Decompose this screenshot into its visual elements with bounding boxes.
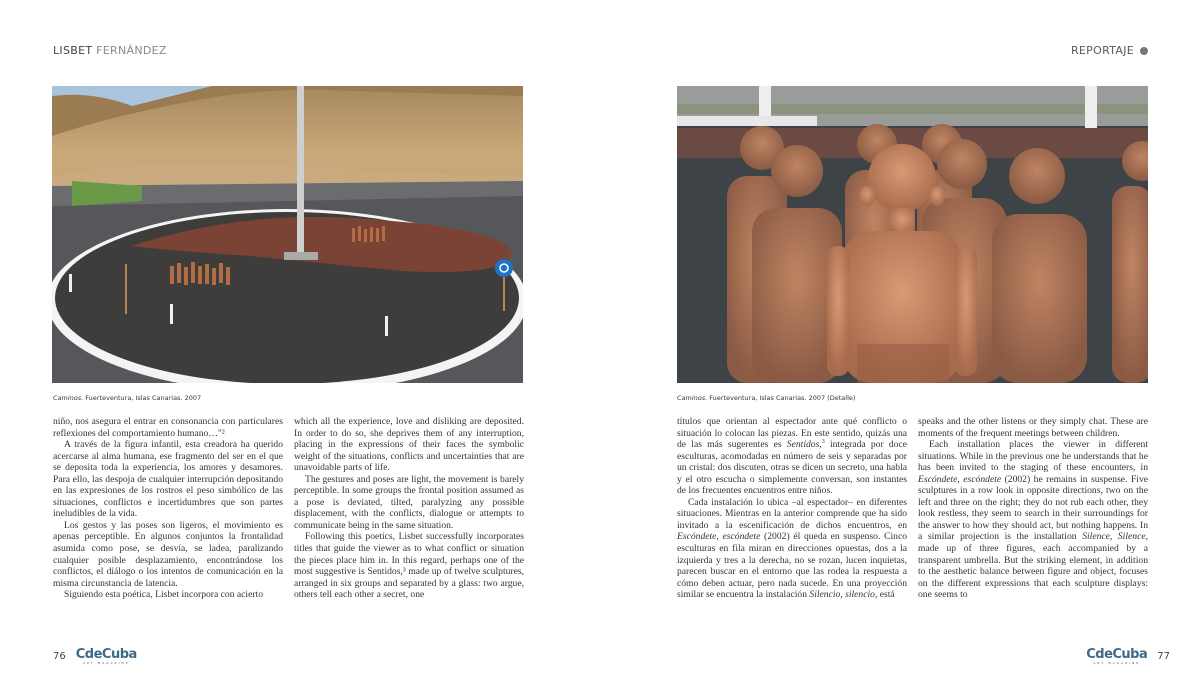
- magazine-logo: [1086, 648, 1147, 665]
- artwork-title-sentidos: Sentidos,: [786, 439, 822, 451]
- paragraph: A través de la figura infantil, esta creadora ha querido acercarse al alma humana, ese fragmento del ser en el que se deposita toda la experiencia, los amores y desamores. Para ello, las despoja de cualquier interrupción depositando en las expresiones de los rostros el peso simbólico de las situaciones, conflictos e incertidumbres que son partes ineludibles de la vida.: [53, 439, 283, 520]
- author-last-name: FERNÁNDEZ: [96, 44, 167, 57]
- spanish-text-column: [677, 416, 907, 601]
- page-footer: [53, 648, 137, 665]
- paragraph: Each installation places the viewer in different situations. While in the previous one he understands that he has been invited to the staging of these encounters, in Escóndete, escóndete (2002) he remains in suspense. Five sculptures in a row look in opposite directions, two on the left and three on the right; they do not rub each other, they look restless, they seem to search in their surroundings for the answer to how they should act, but nothing happens. In a similar projection is the installation Silence, Silence, made up of three figures, each accompanied by a transparent umbrella. But the striking element, in addition to the aesthetic balance between figure and object, focuses on the different expressions that each sculpture displays: one seems to: [918, 439, 1148, 601]
- spanish-text-column: [53, 416, 283, 601]
- paragraph: títulos que orientan al espectador ante qué conflicto o situación lo colocan las piezas. En este sentido, quizás una de las más sugerentes es Sentidos,$^3$ integrada por doce esculturas, acomodadas en número de seis y separadas por un cristal: dos discuten, otras se dicen un secreto, una habla y el otro escucha o simplemente conversan, son instantes de los frecuentes encuentros entre niños.: [677, 416, 907, 497]
- paragraph: speaks and the other listens or they simply chat. These are moments of the frequent meetings between children.: [918, 416, 1148, 439]
- logo-tagline: ART MAGAZINE: [1093, 661, 1141, 665]
- caption-location-year: Fuerteventura, Islas Canarias. 2007 (Detalle): [707, 394, 856, 402]
- paragraph: which all the experience, love and disliking are deposited. In order to do so, she deprives them of any interruption, placing in the expressions of their faces the symbolic weight of the situations, conflicts and uncertainties that are unavoidable parts of life.: [294, 416, 524, 474]
- artwork-title: Caminos.: [677, 394, 708, 402]
- logo-tagline: ART MAGAZINE: [82, 661, 130, 665]
- artwork-title: Caminos.: [53, 394, 84, 402]
- photo-caption: [677, 394, 855, 402]
- english-text-column: [294, 416, 524, 601]
- sculptures-detail-photo: [677, 86, 1148, 383]
- author-running-head: [53, 44, 167, 57]
- author-first-name: LISBET: [53, 44, 93, 57]
- artwork-title-silencio: Silencio, silencio: [809, 589, 875, 601]
- logo-wordmark: CdeCuba: [75, 647, 137, 662]
- footnote-ref: 3: [821, 438, 825, 445]
- photo-caption: [53, 394, 201, 402]
- artwork-title-escondete: Escóndete, escóndete: [918, 473, 1002, 485]
- logo-wordmark: CdeCuba: [1086, 647, 1148, 662]
- artwork-title-escondete: Escóndete, escóndete: [677, 531, 761, 543]
- paragraph: Siguiendo esta poética, Lisbet incorpora con acierto: [64, 589, 264, 601]
- english-text-column: [918, 416, 1148, 601]
- section-label: REPORTAJE: [1070, 44, 1134, 57]
- section-dot-icon: [1140, 47, 1148, 55]
- magazine-logo: [76, 648, 137, 665]
- paragraph: The gestures and poses are light, the movement is barely perceptible. In some groups the frontal position assumed as a pose is deviated, tilted, paralyzing any possible displacement, with the conflicts, dialogue or attempts to communicate being in the same situation.: [294, 473, 524, 531]
- paragraph: Following this poetics, Lisbet successfully incorporates titles that guide the viewer as to what conflict or situation the pieces place him in. In this regard, perhaps one of the most suggestive is Sentidos,³ made up of twelve sculptures, arranged in six groups and separated by a glass: two argue, others tell each other a secret, one: [294, 531, 524, 601]
- caption-location-year: Fuerteventura, Islas Canarias. 2007: [83, 394, 202, 402]
- paragraph: niño, nos asegura el entrar en consonancia con particulares reflexiones del comportamiento humano…"²: [53, 416, 283, 439]
- artwork-title-silence: Silence, Silence: [1082, 531, 1146, 543]
- page-footer: [1086, 648, 1170, 665]
- roundabout-photo: [52, 86, 523, 383]
- section-running-head: [1071, 44, 1148, 57]
- paragraph: Cada instalación lo ubica –al espectador– en diferentes situaciones. Mientras en la anterior comprende que ha sido invitado a la escenificación de dichos encuentros, en Escóndete, escóndete (2002) él queda en suspenso. Cinco esculturas en fila miran en direcciones opuestas, dos a la izquierda y tres a la derecha, no se rozan, lucen inquietas, parecen buscar en el entorno que las rodea la respuesta a cómo deben actuar, pero nada sucede. En una proyección similar se encuentra la instalación Silencio, silencio, está: [677, 496, 907, 601]
- paragraph: Los gestos y las poses son ligeros, el movimiento es apenas perceptible. En algunos conjuntos la frontalidad asumida como pose, se desvía, se ladea, paralizando cualquier posible desplazamiento, encontrándose los conflictos, el diálogo o los intentos de comunicación en la misma circunstancia de latencia.: [53, 519, 283, 589]
- page-number: 77: [1157, 651, 1170, 662]
- page-number: 76: [53, 651, 66, 662]
- right-page: [600, 0, 1200, 692]
